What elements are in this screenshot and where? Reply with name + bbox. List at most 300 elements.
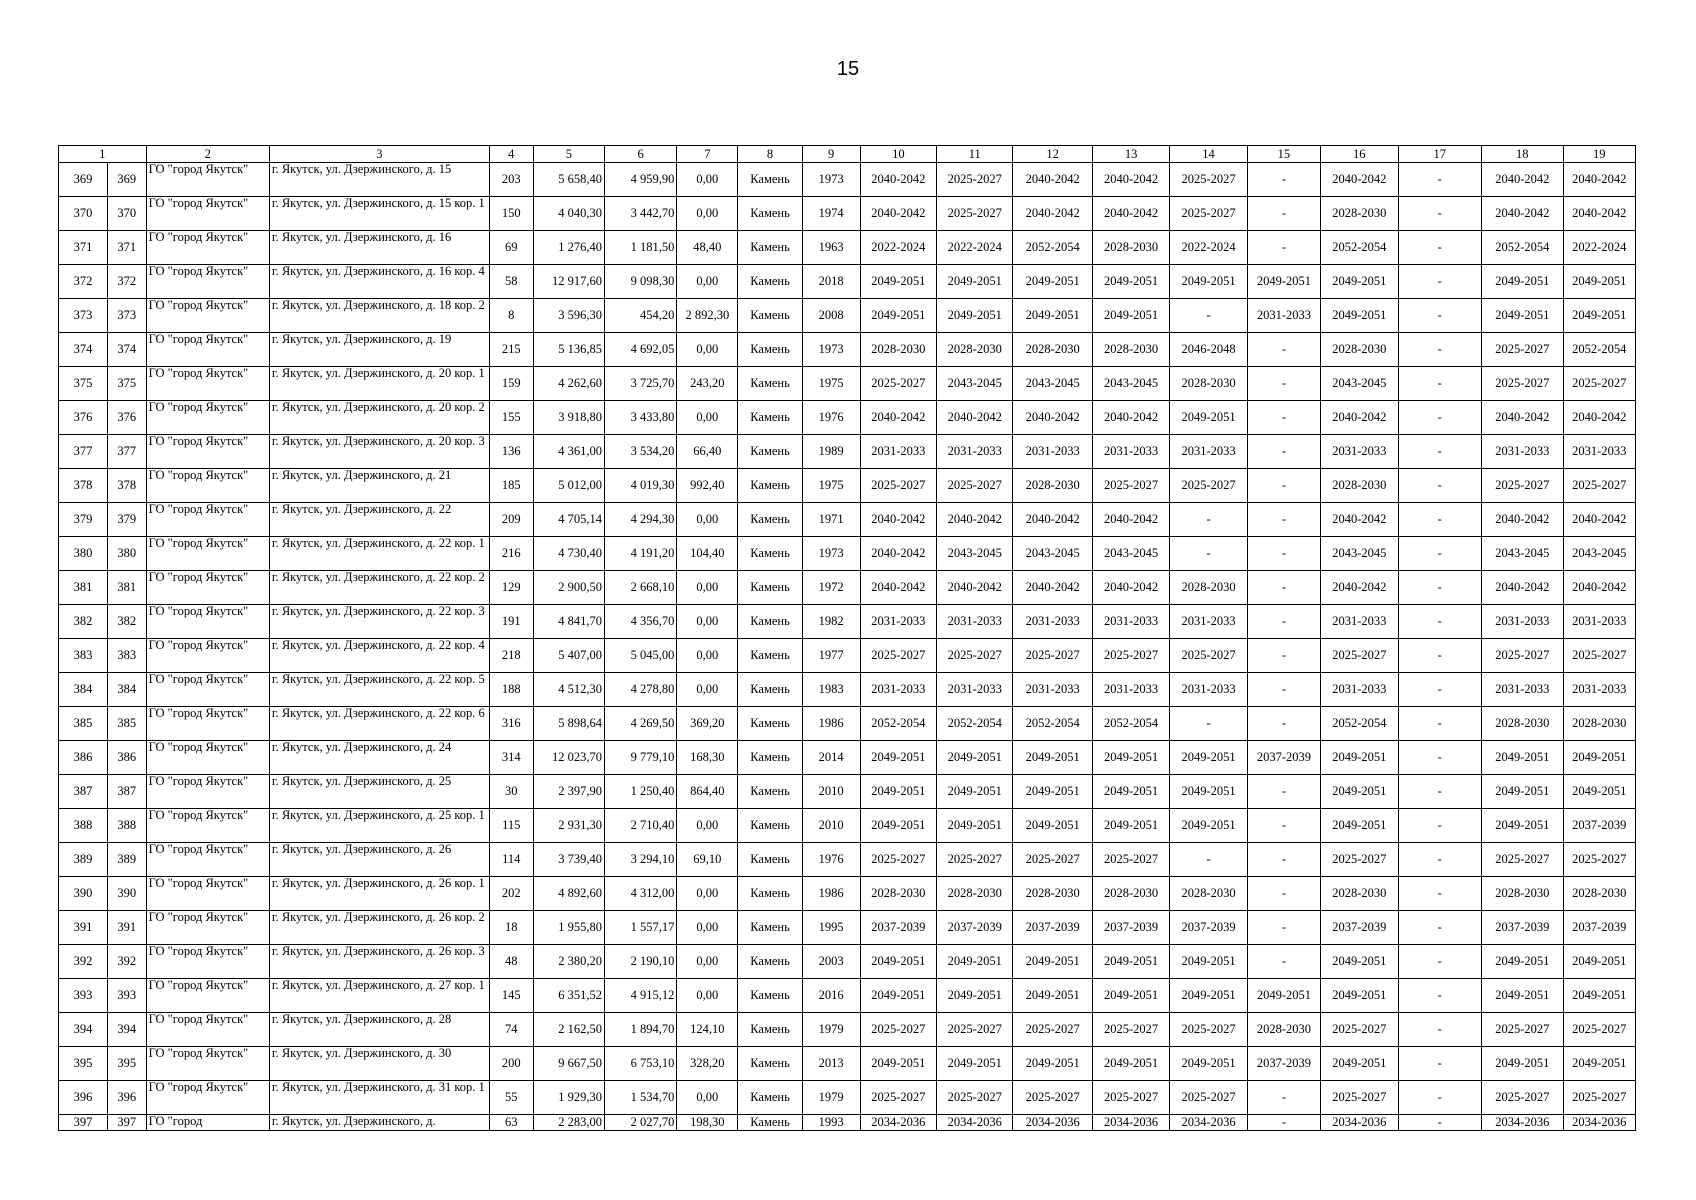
nonresidential-area-cell: 2 892,30: [677, 299, 738, 333]
build-year-cell: 2010: [802, 809, 860, 843]
total-area-cell: 1 276,40: [533, 231, 604, 265]
nonresidential-area-cell: 369,20: [677, 707, 738, 741]
period-col-11-cell: 2040-2042: [937, 571, 1013, 605]
municipality-cell: ГО "город Якутск": [146, 945, 269, 979]
wall-material-cell: Камень: [738, 809, 802, 843]
build-year-cell: 1979: [802, 1013, 860, 1047]
table-row: [59, 163, 1636, 197]
total-area-cell: 5 658,40: [533, 163, 604, 197]
object-number-cell: 392: [107, 945, 146, 979]
period-col-12-cell: 2049-2051: [1013, 809, 1092, 843]
address-cell: г. Якутск, ул. Дзержинского, д. 20 кор. 1: [269, 367, 489, 401]
period-col-14-cell: 2049-2051: [1170, 945, 1247, 979]
municipality-cell: ГО "город Якутск": [146, 1013, 269, 1047]
apartments-count-cell: 215: [489, 333, 533, 367]
period-col-14-cell: 2025-2027: [1170, 1013, 1247, 1047]
period-col-18-cell: 2031-2033: [1482, 673, 1563, 707]
period-col-12-cell: 2028-2030: [1013, 877, 1092, 911]
total-area-cell: 12 917,60: [533, 265, 604, 299]
period-col-11-cell: 2025-2027: [937, 1013, 1013, 1047]
period-col-10-cell: 2049-2051: [860, 265, 936, 299]
municipality-cell: ГО "город Якутск": [146, 979, 269, 1013]
period-col-13-cell: 2040-2042: [1092, 401, 1169, 435]
period-col-15-cell: -: [1247, 163, 1320, 197]
period-col-15-cell: -: [1247, 605, 1320, 639]
nonresidential-area-cell: 66,40: [677, 435, 738, 469]
period-col-19-cell: 2031-2033: [1563, 673, 1635, 707]
apartments-count-cell: 218: [489, 639, 533, 673]
build-year-cell: 1973: [802, 163, 860, 197]
table-row: [59, 911, 1636, 945]
period-col-13-cell: 2028-2030: [1092, 231, 1169, 265]
wall-material-cell: Камень: [738, 537, 802, 571]
wall-material-cell: Камень: [738, 673, 802, 707]
municipality-cell: ГО "город Якутск": [146, 197, 269, 231]
period-col-12-cell: 2049-2051: [1013, 299, 1092, 333]
period-col-18-cell: 2049-2051: [1482, 299, 1563, 333]
address-cell: г. Якутск, ул. Дзержинского, д. 26: [269, 843, 489, 877]
period-col-17-cell: -: [1398, 571, 1482, 605]
period-col-19-cell: 2040-2042: [1563, 571, 1635, 605]
period-col-17-cell: -: [1398, 1013, 1482, 1047]
row-number-cell: 375: [59, 367, 108, 401]
column-header: 13: [1092, 146, 1169, 163]
period-col-13-cell: 2034-2036: [1092, 1115, 1169, 1131]
apartments-count-cell: 63: [489, 1115, 533, 1131]
row-number-cell: 391: [59, 911, 108, 945]
period-col-19-cell: 2043-2045: [1563, 537, 1635, 571]
address-cell: г. Якутск, ул. Дзержинского, д. 22 кор. 1: [269, 537, 489, 571]
period-col-10-cell: 2049-2051: [860, 775, 936, 809]
row-number-cell: 379: [59, 503, 108, 537]
period-col-12-cell: 2049-2051: [1013, 1047, 1092, 1081]
period-col-13-cell: 2040-2042: [1092, 571, 1169, 605]
period-col-16-cell: 2040-2042: [1321, 503, 1398, 537]
period-col-15-cell: -: [1247, 1081, 1320, 1115]
total-area-cell: 6 351,52: [533, 979, 604, 1013]
period-col-14-cell: 2049-2051: [1170, 741, 1247, 775]
row-number-cell: 390: [59, 877, 108, 911]
period-col-16-cell: 2031-2033: [1321, 673, 1398, 707]
period-col-12-cell: 2031-2033: [1013, 605, 1092, 639]
period-col-14-cell: 2031-2033: [1170, 605, 1247, 639]
period-col-14-cell: 2031-2033: [1170, 673, 1247, 707]
period-col-14-cell: 2025-2027: [1170, 197, 1247, 231]
period-col-10-cell: 2031-2033: [860, 605, 936, 639]
address-cell: г. Якутск, ул. Дзержинского, д. 31 кор. 1: [269, 1081, 489, 1115]
period-col-11-cell: 2037-2039: [937, 911, 1013, 945]
period-col-13-cell: 2028-2030: [1092, 877, 1169, 911]
build-year-cell: 1973: [802, 537, 860, 571]
nonresidential-area-cell: 0,00: [677, 571, 738, 605]
period-col-14-cell: -: [1170, 299, 1247, 333]
period-col-14-cell: 2025-2027: [1170, 639, 1247, 673]
period-col-12-cell: 2040-2042: [1013, 197, 1092, 231]
period-col-17-cell: -: [1398, 265, 1482, 299]
period-col-16-cell: 2049-2051: [1321, 299, 1398, 333]
period-col-13-cell: 2025-2027: [1092, 843, 1169, 877]
period-col-18-cell: 2043-2045: [1482, 537, 1563, 571]
apartments-count-cell: 155: [489, 401, 533, 435]
build-year-cell: 1973: [802, 333, 860, 367]
table-row: [59, 673, 1636, 707]
build-year-cell: 1986: [802, 877, 860, 911]
apartments-count-cell: 159: [489, 367, 533, 401]
period-col-19-cell: 2037-2039: [1563, 911, 1635, 945]
period-col-16-cell: 2040-2042: [1321, 571, 1398, 605]
period-col-17-cell: -: [1398, 877, 1482, 911]
period-col-15-cell: -: [1247, 333, 1320, 367]
period-col-18-cell: 2025-2027: [1482, 367, 1563, 401]
period-col-17-cell: -: [1398, 435, 1482, 469]
period-col-11-cell: 2025-2027: [937, 843, 1013, 877]
period-col-16-cell: 2025-2027: [1321, 1013, 1398, 1047]
period-col-15-cell: -: [1247, 469, 1320, 503]
period-col-17-cell: -: [1398, 469, 1482, 503]
period-col-17-cell: -: [1398, 809, 1482, 843]
period-col-17-cell: -: [1398, 639, 1482, 673]
nonresidential-area-cell: 0,00: [677, 1081, 738, 1115]
wall-material-cell: Камень: [738, 265, 802, 299]
period-col-13-cell: 2049-2051: [1092, 809, 1169, 843]
nonresidential-area-cell: 0,00: [677, 639, 738, 673]
period-col-11-cell: 2049-2051: [937, 1047, 1013, 1081]
municipality-cell: ГО "город Якутск": [146, 1081, 269, 1115]
living-area-cell: 4 692,05: [604, 333, 676, 367]
address-cell: г. Якутск, ул. Дзержинского, д. 15 кор. 1: [269, 197, 489, 231]
period-col-11-cell: 2043-2045: [937, 537, 1013, 571]
period-col-13-cell: 2031-2033: [1092, 673, 1169, 707]
wall-material-cell: Камень: [738, 163, 802, 197]
object-number-cell: 375: [107, 367, 146, 401]
period-col-16-cell: 2049-2051: [1321, 775, 1398, 809]
period-col-19-cell: 2040-2042: [1563, 163, 1635, 197]
period-col-15-cell: -: [1247, 197, 1320, 231]
column-header: 7: [677, 146, 738, 163]
build-year-cell: 1983: [802, 673, 860, 707]
period-col-16-cell: 2043-2045: [1321, 537, 1398, 571]
nonresidential-area-cell: 0,00: [677, 673, 738, 707]
table-row: [59, 741, 1636, 775]
period-col-11-cell: 2025-2027: [937, 197, 1013, 231]
living-area-cell: 3 294,10: [604, 843, 676, 877]
apartments-count-cell: 74: [489, 1013, 533, 1047]
period-col-18-cell: 2049-2051: [1482, 809, 1563, 843]
apartments-count-cell: 150: [489, 197, 533, 231]
address-cell: г. Якутск, ул. Дзержинского, д. 24: [269, 741, 489, 775]
period-col-13-cell: 2025-2027: [1092, 469, 1169, 503]
apartments-count-cell: 69: [489, 231, 533, 265]
table-row: [59, 299, 1636, 333]
municipality-cell: ГО "город Якутск": [146, 877, 269, 911]
period-col-18-cell: 2052-2054: [1482, 231, 1563, 265]
period-col-16-cell: 2040-2042: [1321, 401, 1398, 435]
nonresidential-area-cell: 69,10: [677, 843, 738, 877]
period-col-18-cell: 2037-2039: [1482, 911, 1563, 945]
period-col-16-cell: 2031-2033: [1321, 605, 1398, 639]
municipality-cell: ГО "город Якутск": [146, 1047, 269, 1081]
period-col-17-cell: -: [1398, 911, 1482, 945]
wall-material-cell: Камень: [738, 231, 802, 265]
wall-material-cell: Камень: [738, 1047, 802, 1081]
table-row: [59, 469, 1636, 503]
period-col-10-cell: 2037-2039: [860, 911, 936, 945]
period-col-12-cell: 2049-2051: [1013, 265, 1092, 299]
column-header: 3: [269, 146, 489, 163]
address-cell: г. Якутск, ул. Дзержинского, д. 26 кор. 1: [269, 877, 489, 911]
row-number-cell: 387: [59, 775, 108, 809]
period-col-15-cell: -: [1247, 945, 1320, 979]
object-number-cell: 386: [107, 741, 146, 775]
municipality-cell: ГО "город: [146, 1115, 269, 1131]
municipality-cell: ГО "город Якутск": [146, 435, 269, 469]
living-area-cell: 2 027,70: [604, 1115, 676, 1131]
total-area-cell: 4 040,30: [533, 197, 604, 231]
build-year-cell: 2010: [802, 775, 860, 809]
period-col-11-cell: 2028-2030: [937, 333, 1013, 367]
municipality-cell: ГО "город Якутск": [146, 843, 269, 877]
apartments-count-cell: 114: [489, 843, 533, 877]
living-area-cell: 1 181,50: [604, 231, 676, 265]
period-col-16-cell: 2049-2051: [1321, 1047, 1398, 1081]
period-col-17-cell: -: [1398, 741, 1482, 775]
municipality-cell: ГО "город Якутск": [146, 707, 269, 741]
table-row: [59, 843, 1636, 877]
period-col-18-cell: 2040-2042: [1482, 163, 1563, 197]
build-year-cell: 1989: [802, 435, 860, 469]
column-header: 11: [937, 146, 1013, 163]
period-col-19-cell: 2049-2051: [1563, 1047, 1635, 1081]
address-cell: г. Якутск, ул. Дзержинского, д. 22 кор. 6: [269, 707, 489, 741]
period-col-10-cell: 2025-2027: [860, 367, 936, 401]
period-col-15-cell: -: [1247, 911, 1320, 945]
apartments-count-cell: 314: [489, 741, 533, 775]
period-col-14-cell: 2049-2051: [1170, 775, 1247, 809]
address-cell: г. Якутск, ул. Дзержинского, д. 21: [269, 469, 489, 503]
column-header: 10: [860, 146, 936, 163]
table-row: [59, 1013, 1636, 1047]
wall-material-cell: Камень: [738, 877, 802, 911]
municipality-cell: ГО "город Якутск": [146, 673, 269, 707]
table-row: [59, 945, 1636, 979]
period-col-10-cell: 2025-2027: [860, 843, 936, 877]
period-col-15-cell: -: [1247, 1115, 1320, 1131]
nonresidential-area-cell: 0,00: [677, 877, 738, 911]
municipality-cell: ГО "город Якутск": [146, 469, 269, 503]
period-col-19-cell: 2037-2039: [1563, 809, 1635, 843]
period-col-11-cell: 2031-2033: [937, 673, 1013, 707]
object-number-cell: 388: [107, 809, 146, 843]
row-number-cell: 385: [59, 707, 108, 741]
object-number-cell: 379: [107, 503, 146, 537]
period-col-17-cell: -: [1398, 979, 1482, 1013]
period-col-12-cell: 2028-2030: [1013, 469, 1092, 503]
period-col-10-cell: 2040-2042: [860, 401, 936, 435]
column-header: 6: [604, 146, 676, 163]
period-col-18-cell: 2025-2027: [1482, 1013, 1563, 1047]
object-number-cell: 387: [107, 775, 146, 809]
period-col-12-cell: 2025-2027: [1013, 1081, 1092, 1115]
living-area-cell: 1 534,70: [604, 1081, 676, 1115]
row-number-cell: 370: [59, 197, 108, 231]
object-number-cell: 390: [107, 877, 146, 911]
period-col-11-cell: 2052-2054: [937, 707, 1013, 741]
period-col-17-cell: -: [1398, 1115, 1482, 1131]
period-col-11-cell: 2031-2033: [937, 605, 1013, 639]
period-col-10-cell: 2049-2051: [860, 741, 936, 775]
total-area-cell: 5 136,85: [533, 333, 604, 367]
total-area-cell: 4 892,60: [533, 877, 604, 911]
period-col-17-cell: -: [1398, 673, 1482, 707]
period-col-13-cell: 2037-2039: [1092, 911, 1169, 945]
apartments-count-cell: 209: [489, 503, 533, 537]
build-year-cell: 1975: [802, 367, 860, 401]
period-col-10-cell: 2025-2027: [860, 639, 936, 673]
total-area-cell: 2 380,20: [533, 945, 604, 979]
wall-material-cell: Камень: [738, 435, 802, 469]
period-col-17-cell: -: [1398, 333, 1482, 367]
address-cell: г. Якутск, ул. Дзержинского, д. 22 кор. 5: [269, 673, 489, 707]
object-number-cell: 394: [107, 1013, 146, 1047]
period-col-16-cell: 2025-2027: [1321, 843, 1398, 877]
row-number-cell: 389: [59, 843, 108, 877]
period-col-18-cell: 2031-2033: [1482, 435, 1563, 469]
apartments-count-cell: 136: [489, 435, 533, 469]
address-cell: г. Якутск, ул. Дзержинского, д. 15: [269, 163, 489, 197]
column-header: 17: [1398, 146, 1482, 163]
living-area-cell: 4 356,70: [604, 605, 676, 639]
period-col-18-cell: 2025-2027: [1482, 1081, 1563, 1115]
apartments-count-cell: 58: [489, 265, 533, 299]
period-col-18-cell: 2025-2027: [1482, 843, 1563, 877]
table-row: [59, 435, 1636, 469]
period-col-15-cell: 2049-2051: [1247, 979, 1320, 1013]
build-year-cell: 1979: [802, 1081, 860, 1115]
object-number-cell: 380: [107, 537, 146, 571]
living-area-cell: 3 433,80: [604, 401, 676, 435]
period-col-14-cell: 2028-2030: [1170, 877, 1247, 911]
period-col-18-cell: 2049-2051: [1482, 741, 1563, 775]
build-year-cell: 1976: [802, 843, 860, 877]
municipality-cell: ГО "город Якутск": [146, 163, 269, 197]
period-col-12-cell: 2043-2045: [1013, 367, 1092, 401]
total-area-cell: 2 162,50: [533, 1013, 604, 1047]
object-number-cell: 381: [107, 571, 146, 605]
living-area-cell: 2 190,10: [604, 945, 676, 979]
living-area-cell: 1 894,70: [604, 1013, 676, 1047]
period-col-13-cell: 2043-2045: [1092, 537, 1169, 571]
wall-material-cell: Камень: [738, 571, 802, 605]
period-col-18-cell: 2040-2042: [1482, 571, 1563, 605]
living-area-cell: 3 725,70: [604, 367, 676, 401]
table-row: [59, 401, 1636, 435]
period-col-14-cell: -: [1170, 707, 1247, 741]
period-col-19-cell: 2025-2027: [1563, 367, 1635, 401]
period-col-19-cell: 2049-2051: [1563, 979, 1635, 1013]
period-col-15-cell: -: [1247, 877, 1320, 911]
period-col-11-cell: 2049-2051: [937, 775, 1013, 809]
nonresidential-area-cell: 0,00: [677, 163, 738, 197]
living-area-cell: 5 045,00: [604, 639, 676, 673]
build-year-cell: 2018: [802, 265, 860, 299]
period-col-19-cell: 2040-2042: [1563, 401, 1635, 435]
municipality-cell: ГО "город Якутск": [146, 605, 269, 639]
build-year-cell: 2013: [802, 1047, 860, 1081]
table-row: [59, 1047, 1636, 1081]
period-col-13-cell: 2049-2051: [1092, 945, 1169, 979]
object-number-cell: 370: [107, 197, 146, 231]
row-number-cell: 380: [59, 537, 108, 571]
address-cell: г. Якутск, ул. Дзержинского, д. 26 кор. 3: [269, 945, 489, 979]
period-col-18-cell: 2025-2027: [1482, 333, 1563, 367]
period-col-11-cell: 2049-2051: [937, 299, 1013, 333]
address-cell: г. Якутск, ул. Дзержинского, д. 20 кор. 3: [269, 435, 489, 469]
apartments-count-cell: 18: [489, 911, 533, 945]
period-col-15-cell: 2049-2051: [1247, 265, 1320, 299]
period-col-10-cell: 2028-2030: [860, 333, 936, 367]
period-col-13-cell: 2040-2042: [1092, 503, 1169, 537]
period-col-19-cell: 2025-2027: [1563, 1081, 1635, 1115]
period-col-19-cell: 2022-2024: [1563, 231, 1635, 265]
living-area-cell: 1 250,40: [604, 775, 676, 809]
address-cell: г. Якутск, ул. Дзержинского, д. 20 кор. 2: [269, 401, 489, 435]
period-col-18-cell: 2025-2027: [1482, 469, 1563, 503]
period-col-19-cell: 2040-2042: [1563, 503, 1635, 537]
period-col-14-cell: 2049-2051: [1170, 809, 1247, 843]
period-col-10-cell: 2049-2051: [860, 299, 936, 333]
period-col-14-cell: 2025-2027: [1170, 163, 1247, 197]
build-year-cell: 1963: [802, 231, 860, 265]
period-col-12-cell: 2040-2042: [1013, 571, 1092, 605]
object-number-cell: 372: [107, 265, 146, 299]
period-col-18-cell: 2040-2042: [1482, 401, 1563, 435]
period-col-10-cell: 2049-2051: [860, 979, 936, 1013]
period-col-14-cell: 2034-2036: [1170, 1115, 1247, 1131]
column-header: 9: [802, 146, 860, 163]
row-number-cell: 384: [59, 673, 108, 707]
period-col-18-cell: 2028-2030: [1482, 707, 1563, 741]
period-col-12-cell: 2025-2027: [1013, 639, 1092, 673]
municipality-cell: ГО "город Якутск": [146, 775, 269, 809]
nonresidential-area-cell: 48,40: [677, 231, 738, 265]
nonresidential-area-cell: 0,00: [677, 809, 738, 843]
period-col-16-cell: 2049-2051: [1321, 741, 1398, 775]
nonresidential-area-cell: 168,30: [677, 741, 738, 775]
period-col-11-cell: 2043-2045: [937, 367, 1013, 401]
period-col-16-cell: 2049-2051: [1321, 809, 1398, 843]
nonresidential-area-cell: 0,00: [677, 401, 738, 435]
period-col-17-cell: -: [1398, 401, 1482, 435]
period-col-17-cell: -: [1398, 605, 1482, 639]
apartments-count-cell: 145: [489, 979, 533, 1013]
build-year-cell: 1975: [802, 469, 860, 503]
period-col-14-cell: 2028-2030: [1170, 367, 1247, 401]
total-area-cell: 4 262,60: [533, 367, 604, 401]
period-col-16-cell: 2049-2051: [1321, 979, 1398, 1013]
row-number-cell: 393: [59, 979, 108, 1013]
period-col-19-cell: 2034-2036: [1563, 1115, 1635, 1131]
wall-material-cell: Камень: [738, 367, 802, 401]
period-col-15-cell: 2031-2033: [1247, 299, 1320, 333]
period-col-12-cell: 2040-2042: [1013, 503, 1092, 537]
row-number-cell: 374: [59, 333, 108, 367]
living-area-cell: 4 019,30: [604, 469, 676, 503]
table-row: [59, 197, 1636, 231]
address-cell: г. Якутск, ул. Дзержинского, д. 28: [269, 1013, 489, 1047]
total-area-cell: 4 705,14: [533, 503, 604, 537]
period-col-12-cell: 2043-2045: [1013, 537, 1092, 571]
period-col-18-cell: 2049-2051: [1482, 1047, 1563, 1081]
